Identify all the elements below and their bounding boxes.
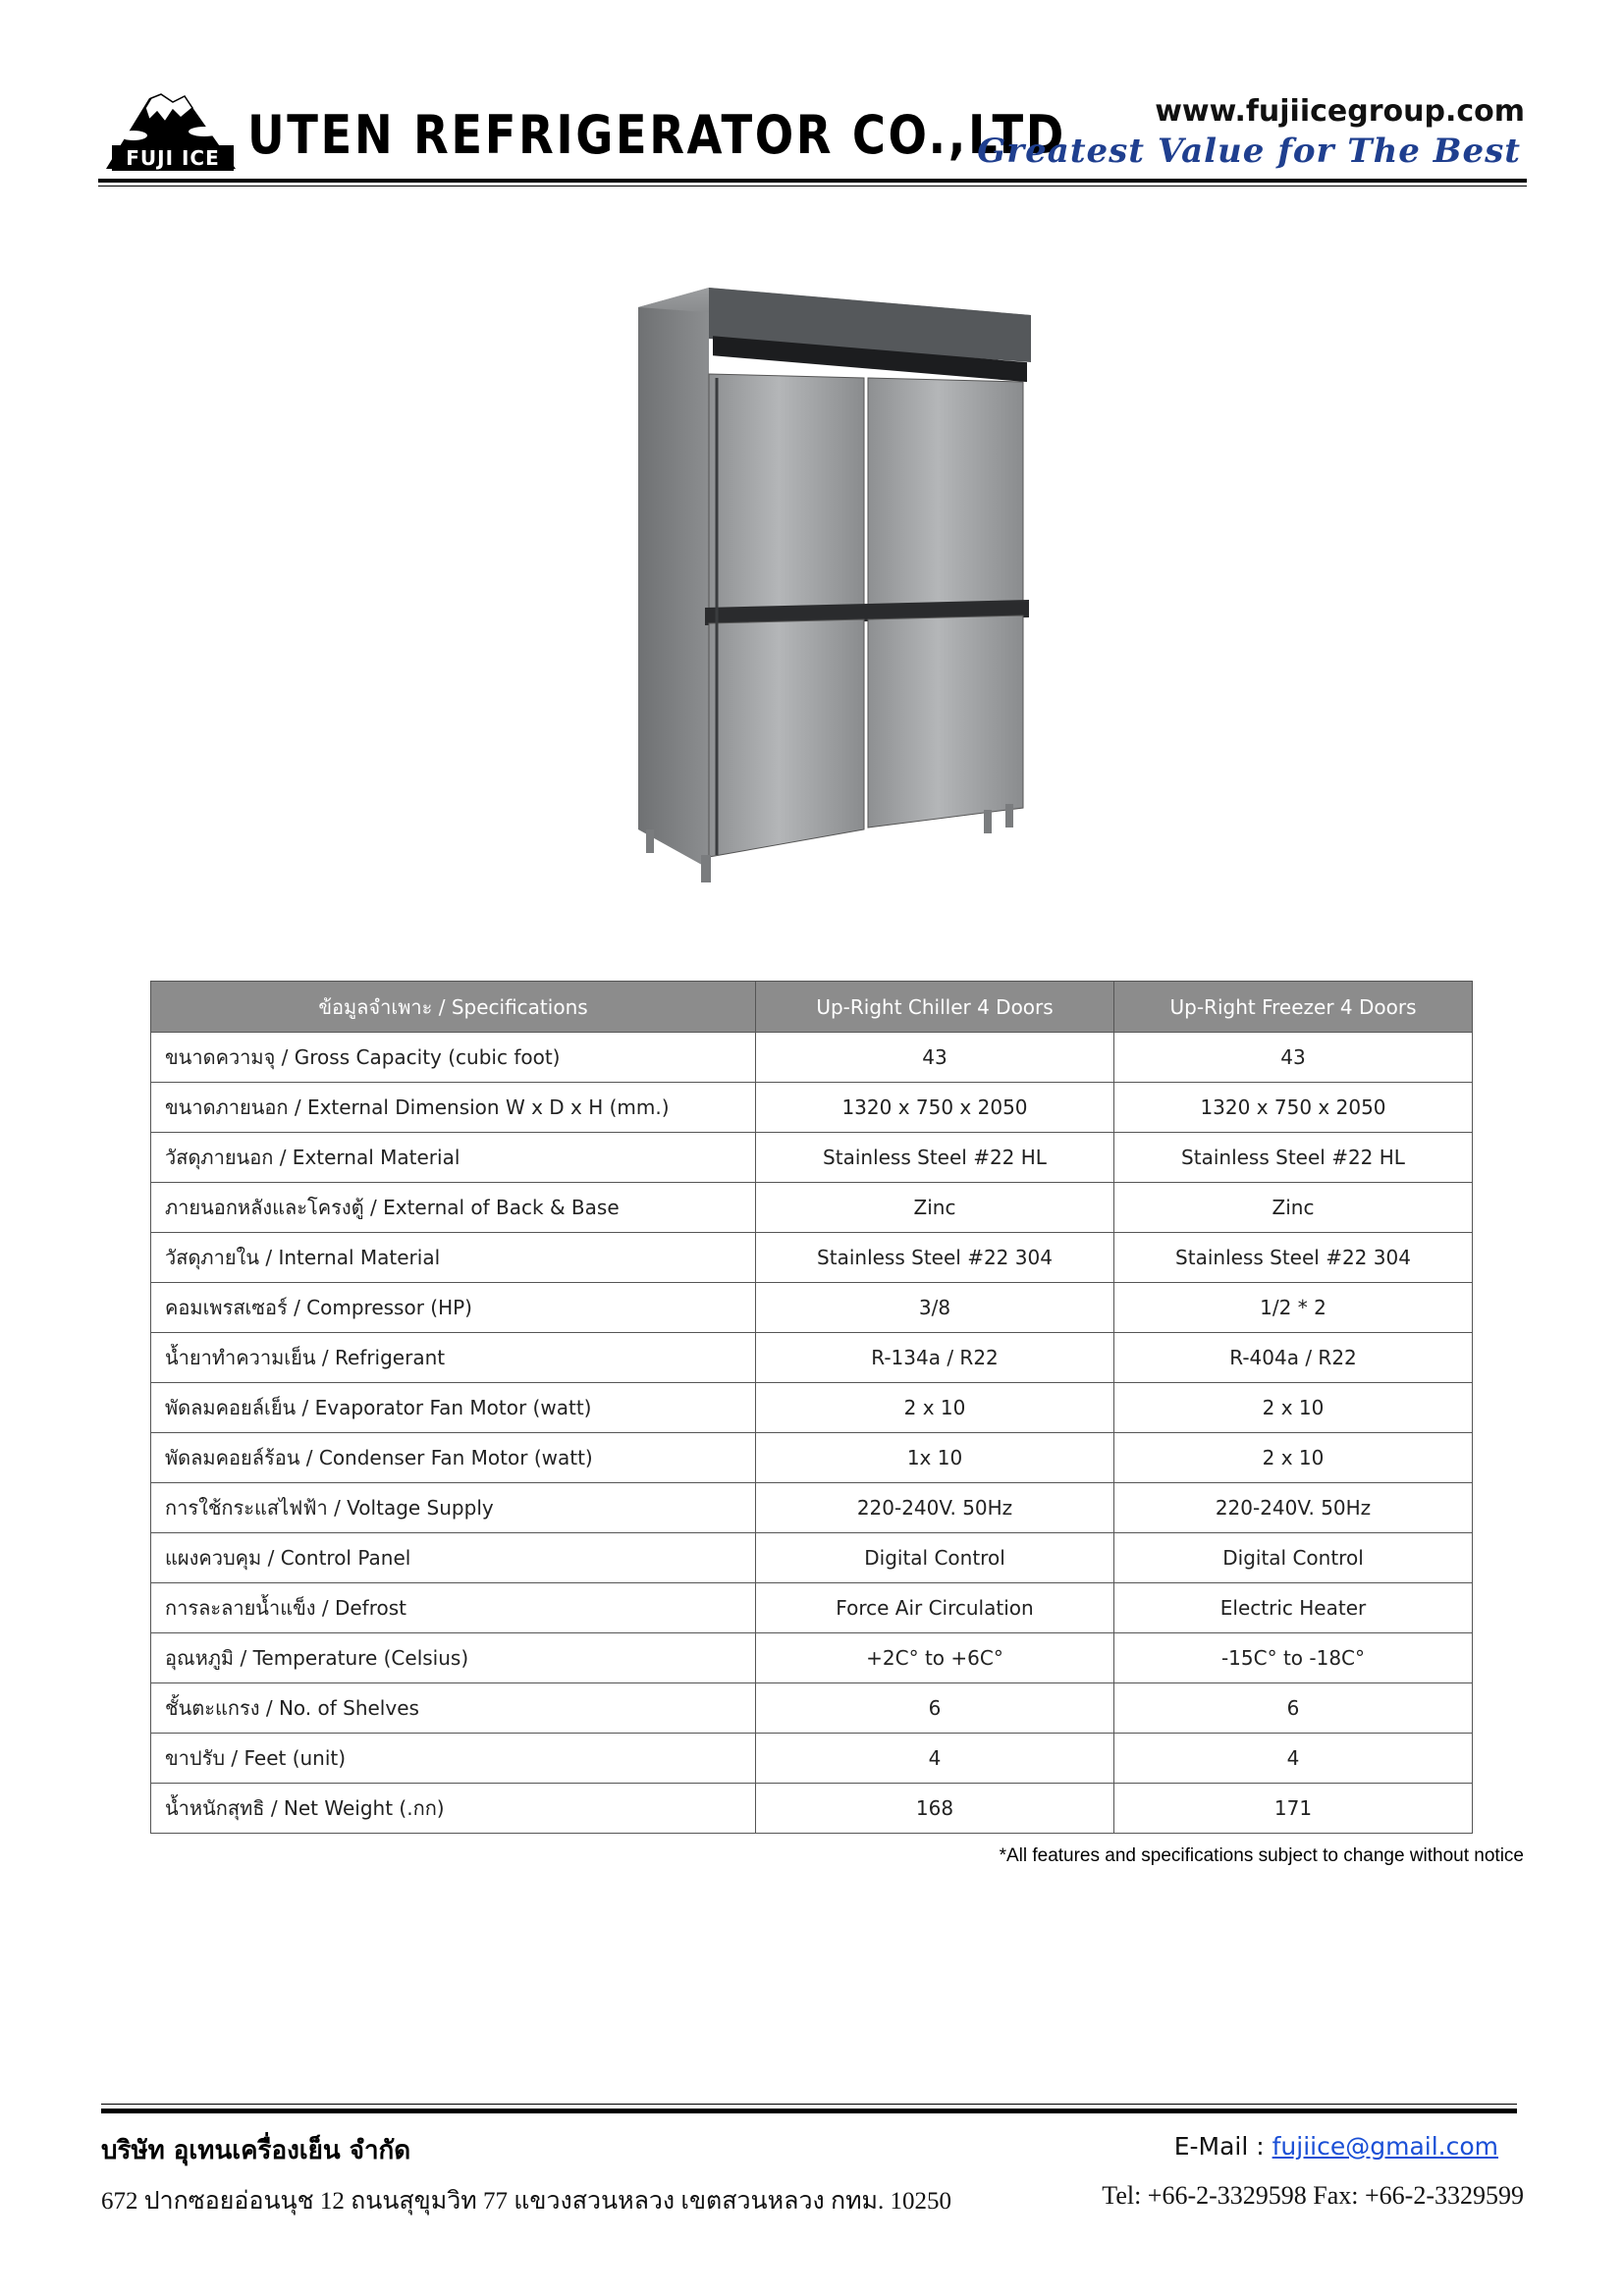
freezer-value: Stainless Steel #22 HL bbox=[1114, 1133, 1473, 1183]
footer-phone-fax: Tel: +66-2-3329598 Fax: +66-2-3329599 bbox=[1102, 2181, 1524, 2210]
chiller-value: 1320 x 750 x 2050 bbox=[756, 1083, 1114, 1133]
specifications-table bbox=[150, 981, 1473, 1834]
email-label: E-Mail : bbox=[1173, 2132, 1272, 2161]
spec-label: ชั้นตะแกรง / No. of Shelves bbox=[151, 1683, 756, 1734]
freezer-value: 2 x 10 bbox=[1114, 1433, 1473, 1483]
chiller-value: +2C° to +6C° bbox=[756, 1633, 1114, 1683]
spec-label: น้ำยาทำความเย็น / Refrigerant bbox=[151, 1333, 756, 1383]
table-row bbox=[151, 1133, 1473, 1183]
chiller-value: 6 bbox=[756, 1683, 1114, 1734]
spec-label: ขนาดภายนอก / External Dimension W x D x H (mm.) bbox=[151, 1083, 756, 1133]
spec-label: พัดลมคอยล์ร้อน / Condenser Fan Motor (watt) bbox=[151, 1433, 756, 1483]
chiller-value: 43 bbox=[756, 1033, 1114, 1083]
logo-text: FUJI ICE bbox=[126, 146, 220, 170]
freezer-value: Digital Control bbox=[1114, 1533, 1473, 1583]
freezer-value: Electric Heater bbox=[1114, 1583, 1473, 1633]
chiller-value: 168 bbox=[756, 1784, 1114, 1834]
chiller-value: 4 bbox=[756, 1734, 1114, 1784]
table-row bbox=[151, 1633, 1473, 1683]
chiller-value: 220-240V. 50Hz bbox=[756, 1483, 1114, 1533]
spec-label: ภายนอกหลังและโครงตู้ / External of Back & Base bbox=[151, 1183, 756, 1233]
slogan: Greatest Value for The Best bbox=[977, 132, 1521, 171]
table-row bbox=[151, 1033, 1473, 1083]
freezer-value: 171 bbox=[1114, 1784, 1473, 1834]
header-divider-thin bbox=[98, 186, 1527, 187]
freezer-value: 43 bbox=[1114, 1033, 1473, 1083]
freezer-value: R-404a / R22 bbox=[1114, 1333, 1473, 1383]
table-row bbox=[151, 1283, 1473, 1333]
freezer-value: -15C° to -18C° bbox=[1114, 1633, 1473, 1683]
page-header bbox=[98, 88, 1527, 196]
footer-divider-thin bbox=[101, 2104, 1517, 2105]
spec-label: ขนาดความจุ / Gross Capacity (cubic foot) bbox=[151, 1033, 756, 1083]
spec-label: พัดลมคอยล์เย็น / Evaporator Fan Motor (watt) bbox=[151, 1383, 756, 1433]
chiller-value: Digital Control bbox=[756, 1533, 1114, 1583]
freezer-value: 4 bbox=[1114, 1734, 1473, 1784]
chiller-value: Stainless Steel #22 HL bbox=[756, 1133, 1114, 1183]
spec-label: น้ำหนักสุทธิ / Net Weight (.กก) bbox=[151, 1784, 756, 1834]
chiller-value: R-134a / R22 bbox=[756, 1333, 1114, 1383]
footer-email bbox=[1174, 2132, 1498, 2161]
table-header-row bbox=[151, 982, 1473, 1033]
freezer-value: 6 bbox=[1114, 1683, 1473, 1734]
table-row bbox=[151, 1533, 1473, 1583]
table-row bbox=[151, 1583, 1473, 1633]
website-url[interactable]: www.fujiicegroup.com bbox=[1155, 94, 1525, 129]
freezer-value: 1/2 * 2 bbox=[1114, 1283, 1473, 1333]
header-specifications: ข้อมูลจำเพาะ / Specifications bbox=[151, 982, 756, 1033]
footer-divider bbox=[101, 2109, 1517, 2113]
chiller-value: Force Air Circulation bbox=[756, 1583, 1114, 1633]
freezer-value: 1320 x 750 x 2050 bbox=[1114, 1083, 1473, 1133]
freezer-value: 2 x 10 bbox=[1114, 1383, 1473, 1433]
chiller-value: Stainless Steel #22 304 bbox=[756, 1233, 1114, 1283]
table-body bbox=[151, 1033, 1473, 1834]
chiller-value: 3/8 bbox=[756, 1283, 1114, 1333]
table-row bbox=[151, 1683, 1473, 1734]
spec-label: วัสดุภายใน / Internal Material bbox=[151, 1233, 756, 1283]
spec-label: แผงควบคุม / Control Panel bbox=[151, 1533, 756, 1583]
footer-address: 672 ปากซอยอ่อนนุช 12 ถนนสุขุมวิท 77 แขวงสวนหลวง เขตสวนหลวง กทม. 10250 bbox=[101, 2188, 952, 2215]
chiller-value: Zinc bbox=[756, 1183, 1114, 1233]
table-row bbox=[151, 1083, 1473, 1133]
spec-label: คอมเพรสเซอร์ / Compressor (HP) bbox=[151, 1283, 756, 1333]
spec-label: อุณหภูมิ / Temperature (Celsius) bbox=[151, 1633, 756, 1683]
table-row bbox=[151, 1233, 1473, 1283]
footer-company-name: บริษัท อุเทนเครื่องเย็น จำกัด bbox=[101, 2136, 411, 2165]
company-name: UTEN REFRIGERATOR CO.,LTD bbox=[247, 104, 1066, 166]
email-link[interactable]: fujiice@gmail.com bbox=[1272, 2132, 1498, 2161]
table-row bbox=[151, 1784, 1473, 1834]
freezer-value: 220-240V. 50Hz bbox=[1114, 1483, 1473, 1533]
chiller-value: 1x 10 bbox=[756, 1433, 1114, 1483]
fuji-ice-logo bbox=[102, 88, 240, 173]
table-row bbox=[151, 1734, 1473, 1784]
spec-label: การใช้กระแสไฟฟ้า / Voltage Supply bbox=[151, 1483, 756, 1533]
disclaimer-note: *All features and specifications subject to change without notice bbox=[999, 1845, 1524, 1866]
spec-label: วัสดุภายนอก / External Material bbox=[151, 1133, 756, 1183]
header-freezer: Up-Right Freezer 4 Doors bbox=[1114, 982, 1473, 1033]
header-divider bbox=[98, 179, 1527, 183]
table-row bbox=[151, 1383, 1473, 1433]
chiller-value: 2 x 10 bbox=[756, 1383, 1114, 1433]
spec-label: การละลายน้ำแข็ง / Defrost bbox=[151, 1583, 756, 1633]
table-row bbox=[151, 1433, 1473, 1483]
table-row bbox=[151, 1183, 1473, 1233]
table-row bbox=[151, 1333, 1473, 1383]
table-row bbox=[151, 1483, 1473, 1533]
freezer-value: Stainless Steel #22 304 bbox=[1114, 1233, 1473, 1283]
spec-label: ขาปรับ / Feet (unit) bbox=[151, 1734, 756, 1784]
refrigerator-illustration bbox=[628, 280, 1041, 888]
header-chiller: Up-Right Chiller 4 Doors bbox=[756, 982, 1114, 1033]
product-image bbox=[628, 280, 1041, 888]
freezer-value: Zinc bbox=[1114, 1183, 1473, 1233]
